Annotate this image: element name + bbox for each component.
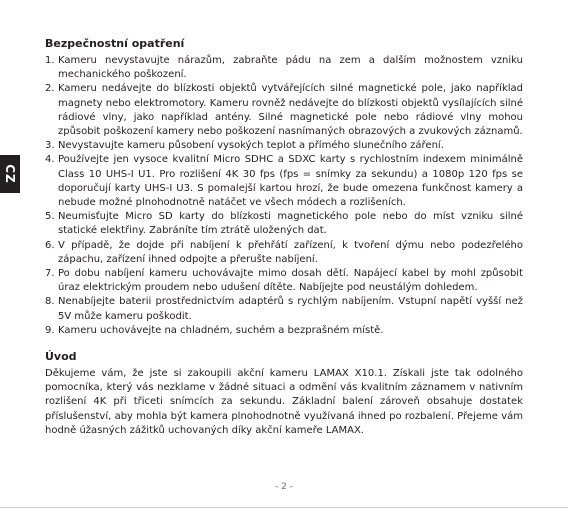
safety-list-item: [45, 82, 523, 139]
list-item-number: 4.: [45, 154, 55, 166]
list-item-number: 8.: [45, 296, 55, 308]
intro-paragraph: Děkujeme vám, že jste si zakoupili akční kameru LAMAX X10.1. Získali jste tak odolného pomocníka, který vás nezklame v žádné situaci a odmění vás kvalitním záznamem v nativním rozlišení 4K při třiceti snímcích za sekundu. Základní balení zároveň obsahuje dostatek příslušenství, aby mohla být kamera plnohodnotně využívaná ihned po rozbalení. Přejeme vám hodně úžasných zážitků uchovaných díky akční kameře LAMAX.: [45, 368, 523, 436]
page-number: - 2 -: [275, 482, 293, 492]
list-item-text: Nenabíjejte baterii prostřednictvím adaptérů s rychlým nabíjením. Vstupní napětí vyšší než 5V může kameru poškodit.: [58, 296, 523, 322]
safety-heading: Bezpečnostní opatření: [45, 37, 185, 50]
list-item-text: Neumisťujte Micro SD karty do blízkosti magnetického pole nebo do míst vzniku silné statické elektřiny. Zabráníte tím ztrátě uložených dat.: [58, 211, 523, 237]
list-item-number: 9.: [45, 324, 55, 336]
language-tab-label: CZ: [3, 164, 17, 184]
list-item-number: 5.: [45, 211, 55, 223]
list-item-number: 3.: [45, 140, 55, 152]
safety-list-item: [45, 210, 523, 238]
bottom-rule: [0, 507, 568, 508]
safety-list-item: [45, 267, 523, 295]
list-item-number: 2.: [45, 83, 55, 95]
list-item-text: Po dobu nabíjení kameru uchovávajte mimo dosah dětí. Napájecí kabel by mohl způsobit úraz elektrickým proudem nebo udušení dítěte. Nabíjejte pod neustálým dohledem.: [58, 268, 523, 294]
list-item-text: Kameru uchovávejte na chladném, suchém a bezprašném místě.: [58, 324, 384, 336]
list-item-number: 6.: [45, 239, 55, 251]
intro-heading: Úvod: [45, 350, 77, 364]
safety-list-item: [45, 153, 523, 210]
safety-list-item: [45, 239, 523, 267]
safety-list-item: [45, 54, 523, 82]
list-item-text: Kameru nedávejte do blízkosti objektů vytvářejících silné magnetické pole, jako například magnety nebo elektromotory. Kameru rovněž nedávejte do blízkosti objektů vysílajících silné rádiové vlny, jako například antény. Silné magnetické pole nebo rádiové vlny mohou způsobit poškození kamery nebo poškození nasnímaných obrazových a zvukových záznamů.: [58, 83, 523, 138]
safety-list: [45, 54, 523, 338]
safety-list-item: [45, 139, 523, 153]
manual-page-content: [45, 37, 523, 438]
list-item-number: 1.: [45, 55, 55, 66]
list-item-text: Nevystavujte kameru působení vysokých teplot a přímého slunečního záření.: [58, 140, 444, 152]
safety-list-item: [45, 324, 523, 338]
list-item-text: Kameru nevystavujte nárazům, zabraňte pádu na zem a dalším možnostem vzniku mechanického poškození.: [58, 55, 523, 81]
list-item-text: V případě, že dojde při nabíjení k přehřátí zařízení, k tvoření dýmu nebo podezřelého zápachu, zařízení ihned odpojte a přerušte nabíjení.: [58, 239, 523, 265]
list-item-number: 7.: [45, 268, 55, 280]
list-item-text: Používejte jen vysoce kvalitní Micro SDHC a SDXC karty s rychlostním indexem minimálně Class 10 UHS-I U1. Pro rozlišení 4K 30 fps (fps = snímky za sekundu) a 1080p 120 fps se doporučují karty UHS-I U3. S pomalejší kartou hrozí, že bude omezena funkčnost kamery a nebude možné plnohodnotně natáčet ve všech módech a rozlišeních.: [58, 154, 523, 209]
safety-list-item: [45, 295, 523, 323]
language-tab: [0, 155, 20, 193]
